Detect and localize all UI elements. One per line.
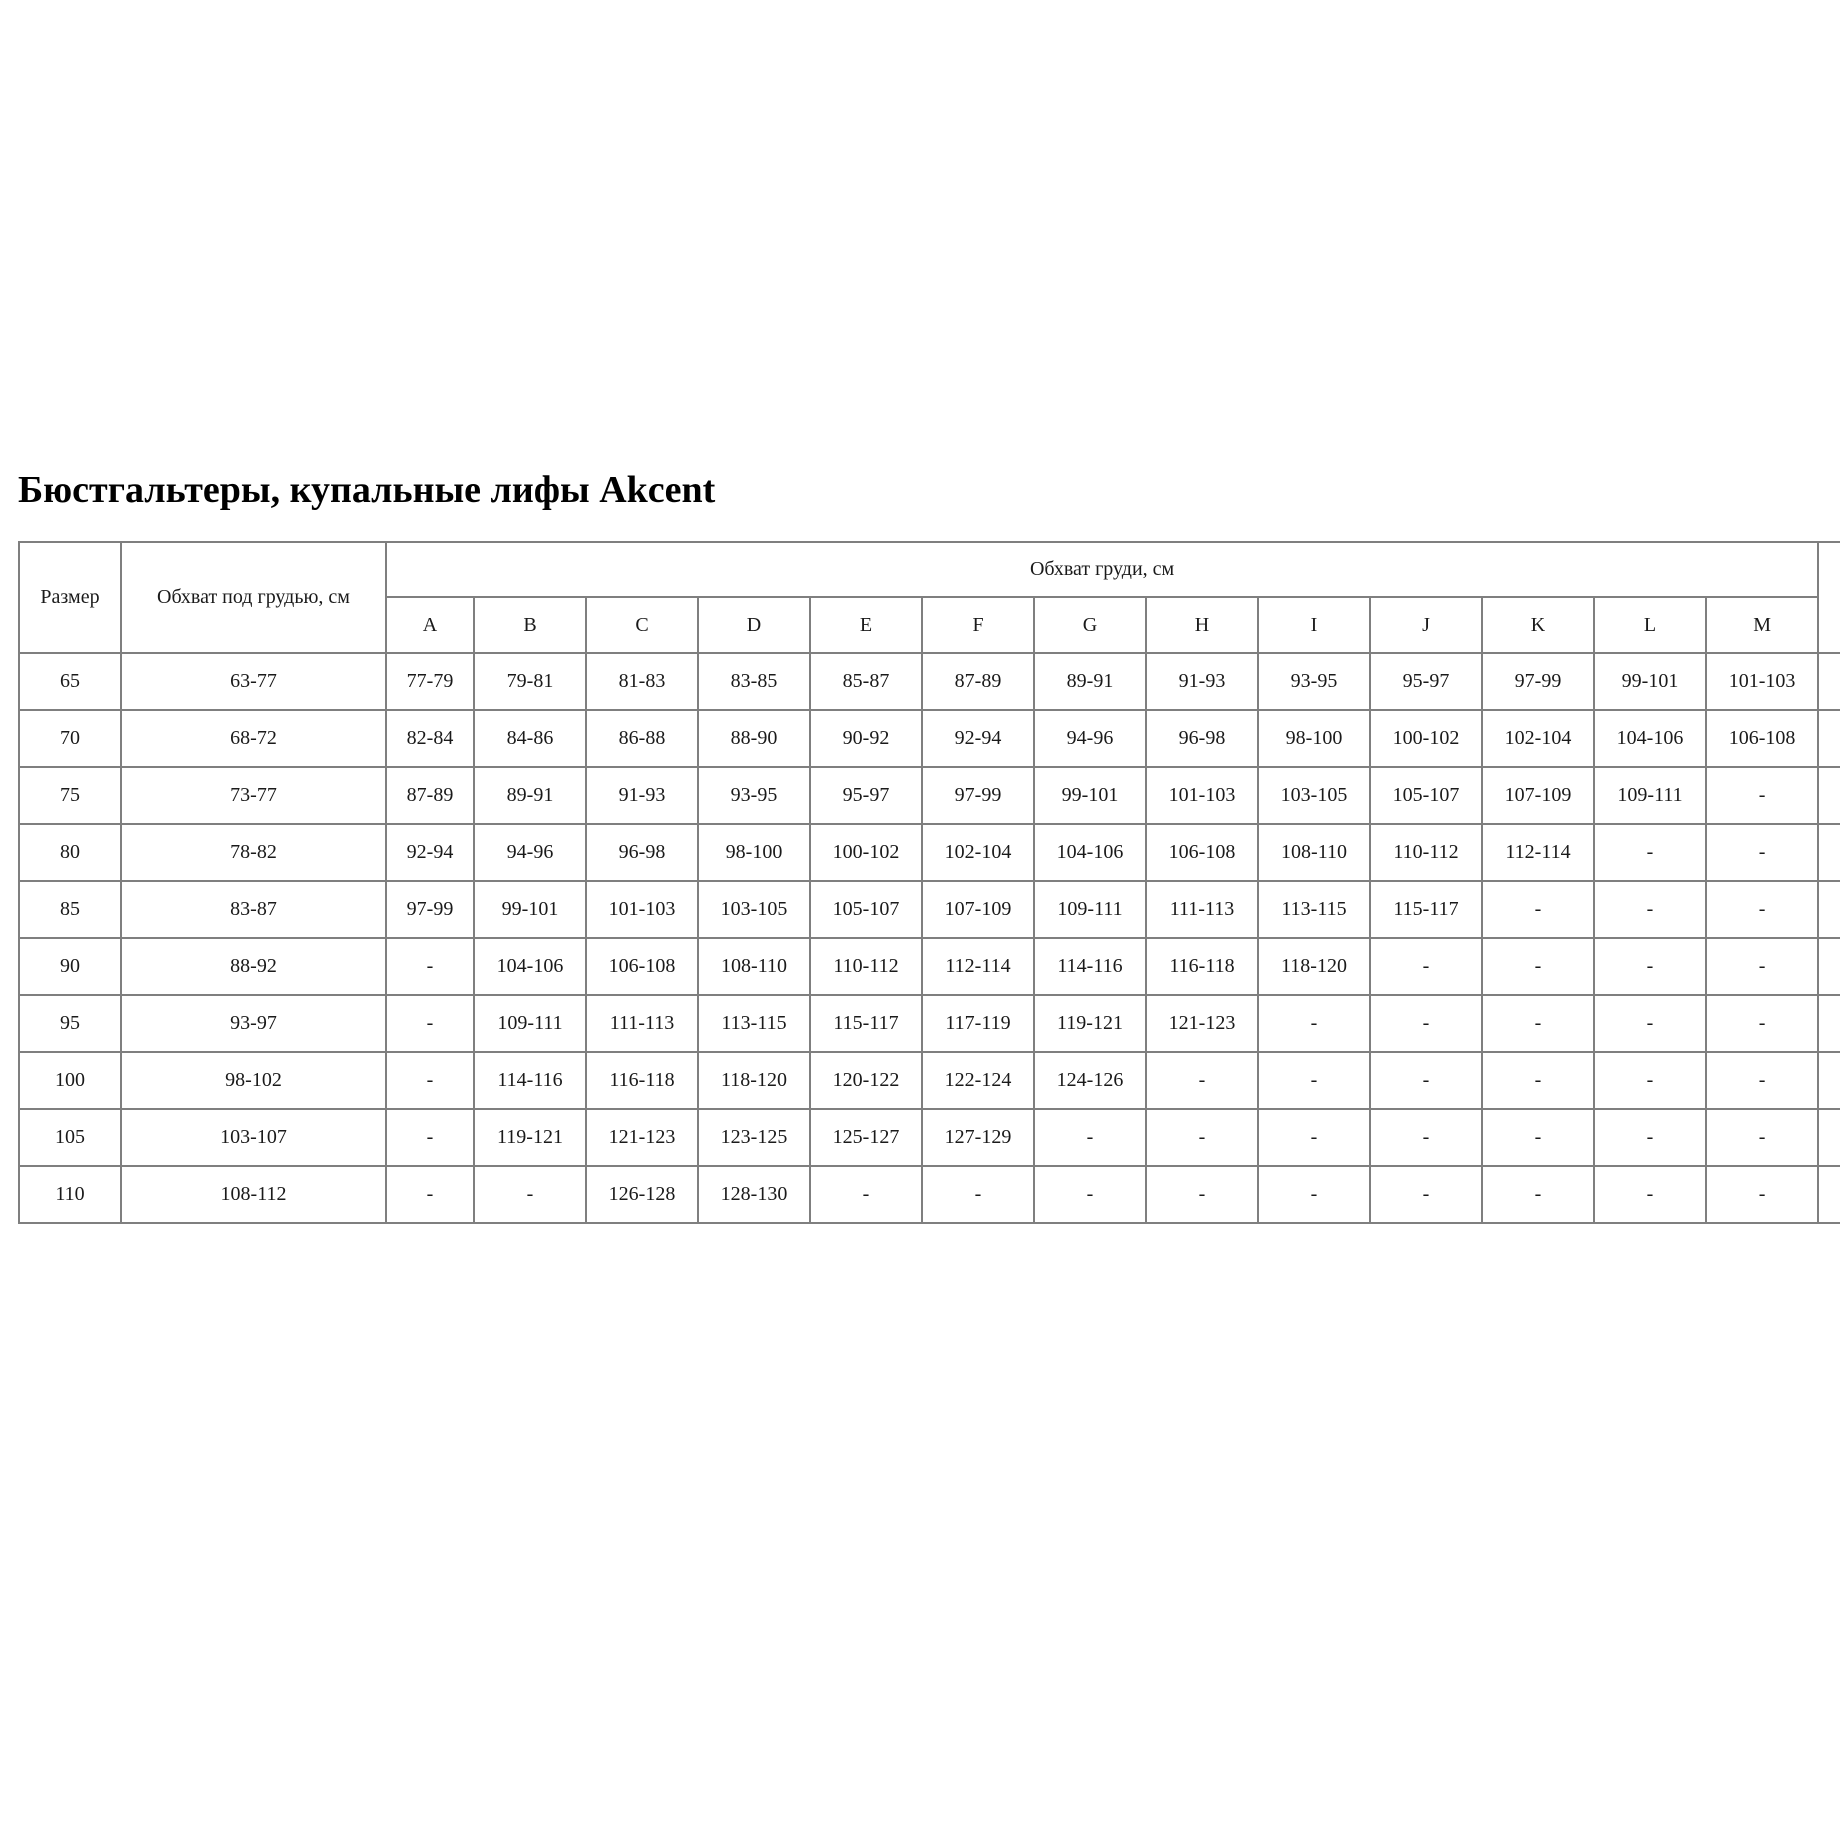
- bust-value-cell: -: [386, 1052, 474, 1109]
- bust-value-cell: 108-110: [698, 938, 810, 995]
- bust-value-cell: -: [386, 995, 474, 1052]
- bust-value-cell: 77-79: [386, 653, 474, 710]
- bust-value-cell: 112-114: [922, 938, 1034, 995]
- bust-value-cell: -: [1370, 1052, 1482, 1109]
- bust-value-cell: -: [1706, 938, 1818, 995]
- bust-value-cell: -: [1258, 1166, 1370, 1223]
- cup-letter-header: H: [1146, 597, 1258, 653]
- bust-value-cell: 111-113: [586, 995, 698, 1052]
- cup-letter-header: G: [1034, 597, 1146, 653]
- bust-value-cell: 106-108: [586, 938, 698, 995]
- bust-value-cell: 119-121: [1034, 995, 1146, 1052]
- size-cell: 110: [19, 1166, 121, 1223]
- bust-value-cell: 87-89: [922, 653, 1034, 710]
- bust-value-cell: -: [1706, 1052, 1818, 1109]
- table-row: [19, 1109, 1840, 1166]
- underbust-column-header: Обхват под грудью, см: [121, 542, 386, 653]
- bust-value-cell: 104-106: [474, 938, 586, 995]
- bust-value-cell: -: [1482, 1109, 1594, 1166]
- bust-value-cell: 106-108: [1706, 710, 1818, 767]
- bust-value-cell: -: [810, 1166, 922, 1223]
- size-cell: 70: [19, 710, 121, 767]
- size-cell: 100: [19, 1052, 121, 1109]
- bust-value-cell: 113-115: [1258, 881, 1370, 938]
- bust-value-cell: -: [1258, 1052, 1370, 1109]
- bust-value-cell: -: [1034, 1109, 1146, 1166]
- bust-value-cell: 96-98: [586, 824, 698, 881]
- bust-value-cell: 105-107: [810, 881, 922, 938]
- bust-value-cell: -: [1482, 1166, 1594, 1223]
- bust-value-cell: -: [1594, 1052, 1706, 1109]
- bust-value-cell: 107-109: [922, 881, 1034, 938]
- bust-value-cell: -: [1594, 938, 1706, 995]
- cup-letter-header: I: [1258, 597, 1370, 653]
- size-cell: 90: [19, 938, 121, 995]
- bust-value-cell: -: [1594, 1166, 1706, 1223]
- underbust-cell: 63-77: [121, 653, 386, 710]
- bust-value-cell: 96-98: [1146, 710, 1258, 767]
- bust-value-cell: 118-120: [698, 1052, 810, 1109]
- table-row: [19, 1052, 1840, 1109]
- table-row: [19, 1166, 1840, 1223]
- bust-value-cell: 97-99: [386, 881, 474, 938]
- bust-value-cell: 88-90: [698, 710, 810, 767]
- bust-value-cell: 90-92: [810, 710, 922, 767]
- bust-value-cell: 128-130: [698, 1166, 810, 1223]
- size-table-body: [19, 653, 1840, 1223]
- size-cell: 75: [19, 767, 121, 824]
- bust-value-cell: 93-95: [1258, 653, 1370, 710]
- bust-value-cell: 120-122: [810, 1052, 922, 1109]
- cup-letter-header: K: [1482, 597, 1594, 653]
- bust-value-cell: 123-125: [698, 1109, 810, 1166]
- bust-value-cell: 89-91: [474, 767, 586, 824]
- bust-value-cell: -: [1706, 1166, 1818, 1223]
- bust-value-cell: 95-97: [810, 767, 922, 824]
- bust-value-cell: 109-111: [474, 995, 586, 1052]
- bust-value-cell: 83-85: [698, 653, 810, 710]
- bust-value-cell: 93-95: [698, 767, 810, 824]
- bust-value-cell: 114-116: [474, 1052, 586, 1109]
- bust-value-cell: 114-116: [1034, 938, 1146, 995]
- bust-value-cell: -: [1706, 824, 1818, 881]
- bust-value-cell: 107-109: [1482, 767, 1594, 824]
- cup-letter-header: B: [474, 597, 586, 653]
- underbust-cell: 93-97: [121, 995, 386, 1052]
- underbust-cell: 103-107: [121, 1109, 386, 1166]
- bust-value-cell: -: [1594, 881, 1706, 938]
- underbust-cell: 78-82: [121, 824, 386, 881]
- table-row: [19, 995, 1840, 1052]
- cup-letter-header: F: [922, 597, 1034, 653]
- cutoff-cell: [1818, 1166, 1840, 1223]
- bust-value-cell: 94-96: [1034, 710, 1146, 767]
- bust-circumference-header: Обхват груди, см: [386, 542, 1818, 597]
- bust-value-cell: 119-121: [474, 1109, 586, 1166]
- underbust-cell: 68-72: [121, 710, 386, 767]
- bust-value-cell: -: [386, 1166, 474, 1223]
- underbust-cell: 73-77: [121, 767, 386, 824]
- underbust-cell: 83-87: [121, 881, 386, 938]
- cup-letter-header: J: [1370, 597, 1482, 653]
- cup-letter-header: L: [1594, 597, 1706, 653]
- bust-value-cell: 121-123: [1146, 995, 1258, 1052]
- bust-value-cell: 89-91: [1034, 653, 1146, 710]
- bust-value-cell: 85-87: [810, 653, 922, 710]
- table-row: [19, 824, 1840, 881]
- cutoff-cell: [1818, 995, 1840, 1052]
- bust-value-cell: 126-128: [586, 1166, 698, 1223]
- bust-value-cell: 94-96: [474, 824, 586, 881]
- size-cell: 105: [19, 1109, 121, 1166]
- bust-value-cell: 91-93: [586, 767, 698, 824]
- bust-value-cell: 81-83: [586, 653, 698, 710]
- bust-value-cell: 102-104: [922, 824, 1034, 881]
- bust-value-cell: -: [1706, 1109, 1818, 1166]
- bust-value-cell: -: [1594, 995, 1706, 1052]
- bust-value-cell: 108-110: [1258, 824, 1370, 881]
- size-chart-table: [18, 541, 1840, 1224]
- table-row: [19, 938, 1840, 995]
- bust-value-cell: 118-120: [1258, 938, 1370, 995]
- bust-value-cell: -: [1258, 995, 1370, 1052]
- bust-value-cell: 95-97: [1370, 653, 1482, 710]
- bust-value-cell: -: [1482, 881, 1594, 938]
- bust-value-cell: 125-127: [810, 1109, 922, 1166]
- cup-letter-header: D: [698, 597, 810, 653]
- bust-value-cell: 111-113: [1146, 881, 1258, 938]
- bust-value-cell: 124-126: [1034, 1052, 1146, 1109]
- cup-letter-header: A: [386, 597, 474, 653]
- bust-value-cell: 101-103: [1706, 653, 1818, 710]
- bust-value-cell: 103-105: [698, 881, 810, 938]
- cutoff-cell: [1818, 824, 1840, 881]
- bust-value-cell: 101-103: [586, 881, 698, 938]
- bust-value-cell: 82-84: [386, 710, 474, 767]
- bust-value-cell: 112-114: [1482, 824, 1594, 881]
- bust-value-cell: 79-81: [474, 653, 586, 710]
- bust-value-cell: -: [1370, 995, 1482, 1052]
- size-chart-wrap: [18, 541, 1840, 1253]
- bust-value-cell: 127-129: [922, 1109, 1034, 1166]
- bust-value-cell: -: [1370, 1109, 1482, 1166]
- bust-value-cell: 105-107: [1370, 767, 1482, 824]
- bust-value-cell: 97-99: [922, 767, 1034, 824]
- size-cell: 95: [19, 995, 121, 1052]
- bust-value-cell: 121-123: [586, 1109, 698, 1166]
- bust-value-cell: 92-94: [922, 710, 1034, 767]
- cup-letter-header: M: [1706, 597, 1818, 653]
- underbust-cell: 88-92: [121, 938, 386, 995]
- bust-value-cell: -: [1706, 995, 1818, 1052]
- bust-value-cell: 116-118: [586, 1052, 698, 1109]
- cup-letter-header: E: [810, 597, 922, 653]
- page-title: Бюстгальтеры, купальные лифы Akcent: [18, 469, 716, 511]
- bust-value-cell: -: [1482, 938, 1594, 995]
- bust-value-cell: 109-111: [1034, 881, 1146, 938]
- cutoff-cell: [1818, 1109, 1840, 1166]
- bust-value-cell: 106-108: [1146, 824, 1258, 881]
- bust-value-cell: -: [1706, 767, 1818, 824]
- bust-value-cell: -: [386, 938, 474, 995]
- cup-letter-header: C: [586, 597, 698, 653]
- bust-value-cell: 110-112: [1370, 824, 1482, 881]
- bust-value-cell: 109-111: [1594, 767, 1706, 824]
- bust-value-cell: 86-88: [586, 710, 698, 767]
- bust-value-cell: 103-105: [1258, 767, 1370, 824]
- table-row: [19, 767, 1840, 824]
- bust-value-cell: 115-117: [810, 995, 922, 1052]
- size-column-header: Размер: [19, 542, 121, 653]
- bust-value-cell: -: [1146, 1166, 1258, 1223]
- cutoff-cell: [1818, 710, 1840, 767]
- bust-value-cell: 104-106: [1594, 710, 1706, 767]
- cutoff-cell: [1818, 881, 1840, 938]
- bust-value-cell: 87-89: [386, 767, 474, 824]
- bust-value-cell: 100-102: [1370, 710, 1482, 767]
- bust-value-cell: 101-103: [1146, 767, 1258, 824]
- size-cell: 65: [19, 653, 121, 710]
- cutoff-cell: [1818, 938, 1840, 995]
- table-row: [19, 881, 1840, 938]
- bust-value-cell: 84-86: [474, 710, 586, 767]
- bust-value-cell: -: [1482, 1052, 1594, 1109]
- table-row: [19, 653, 1840, 710]
- bust-value-cell: 100-102: [810, 824, 922, 881]
- bust-value-cell: 104-106: [1034, 824, 1146, 881]
- bust-value-cell: 99-101: [1034, 767, 1146, 824]
- bust-value-cell: 113-115: [698, 995, 810, 1052]
- bust-value-cell: 91-93: [1146, 653, 1258, 710]
- bust-value-cell: -: [1370, 938, 1482, 995]
- bust-value-cell: 110-112: [810, 938, 922, 995]
- underbust-cell: 98-102: [121, 1052, 386, 1109]
- bust-value-cell: 116-118: [1146, 938, 1258, 995]
- bust-value-cell: 98-100: [698, 824, 810, 881]
- bust-value-cell: -: [1258, 1109, 1370, 1166]
- bust-value-cell: 117-119: [922, 995, 1034, 1052]
- header-row-1: [19, 542, 1840, 597]
- cutoff-cell: [1818, 767, 1840, 824]
- bust-value-cell: -: [1706, 881, 1818, 938]
- bust-value-cell: -: [386, 1109, 474, 1166]
- cutoff-column-header: [1818, 542, 1840, 653]
- bust-value-cell: 99-101: [1594, 653, 1706, 710]
- table-row: [19, 710, 1840, 767]
- bust-value-cell: 98-100: [1258, 710, 1370, 767]
- size-cell: 85: [19, 881, 121, 938]
- cutoff-cell: [1818, 653, 1840, 710]
- bust-value-cell: 102-104: [1482, 710, 1594, 767]
- bust-value-cell: 115-117: [1370, 881, 1482, 938]
- bust-value-cell: -: [474, 1166, 586, 1223]
- size-cell: 80: [19, 824, 121, 881]
- bust-value-cell: -: [1034, 1166, 1146, 1223]
- bust-value-cell: 97-99: [1482, 653, 1594, 710]
- underbust-cell: 108-112: [121, 1166, 386, 1223]
- bust-value-cell: 92-94: [386, 824, 474, 881]
- bust-value-cell: -: [1594, 824, 1706, 881]
- bust-value-cell: 99-101: [474, 881, 586, 938]
- bust-value-cell: -: [1482, 995, 1594, 1052]
- bust-value-cell: -: [1594, 1109, 1706, 1166]
- cutoff-cell: [1818, 1052, 1840, 1109]
- bust-value-cell: -: [1146, 1109, 1258, 1166]
- bust-value-cell: -: [922, 1166, 1034, 1223]
- bust-value-cell: -: [1146, 1052, 1258, 1109]
- bust-value-cell: 122-124: [922, 1052, 1034, 1109]
- bust-value-cell: -: [1370, 1166, 1482, 1223]
